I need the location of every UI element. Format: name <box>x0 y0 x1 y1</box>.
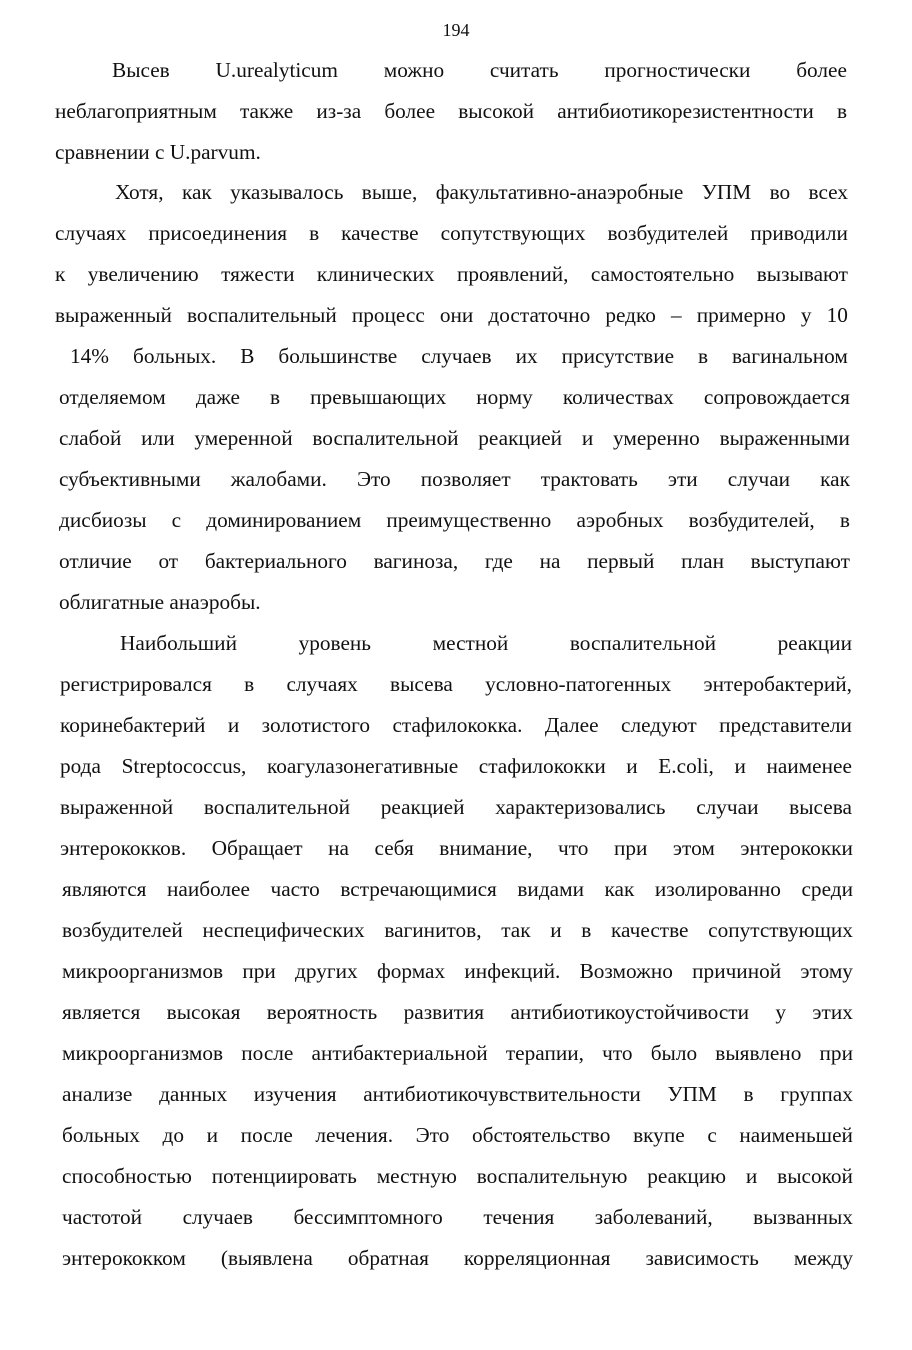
word: высева <box>390 672 453 696</box>
word: корреляционная <box>463 1246 611 1270</box>
word: данных <box>159 1082 228 1106</box>
word: указывалось <box>230 180 344 204</box>
word: вагинитов, <box>384 918 482 942</box>
word: реакции <box>777 631 852 655</box>
text-line <box>112 55 847 85</box>
word: приводили <box>750 221 848 245</box>
text-line <box>60 751 852 781</box>
word: присутствие <box>561 344 675 368</box>
word: в <box>698 344 709 368</box>
word: вероятность <box>266 1000 378 1024</box>
text-line <box>62 997 853 1027</box>
word: развития <box>403 1000 485 1024</box>
word: стафилококка. <box>392 713 523 737</box>
word: наименее <box>766 754 852 778</box>
word: (выявлена <box>220 1246 313 1270</box>
word: рода <box>60 754 101 778</box>
word: реакцию <box>647 1164 727 1188</box>
word: редко <box>605 303 656 327</box>
word: способностью <box>62 1164 192 1188</box>
word: коринебактерий <box>60 713 206 737</box>
word: встречающимися <box>340 877 497 901</box>
word: коагулазонегативные <box>266 754 459 778</box>
word: этих <box>812 1000 853 1024</box>
word: инфекций. <box>464 959 561 983</box>
word: и <box>581 426 594 450</box>
word: в <box>839 508 850 532</box>
word: от <box>158 549 179 573</box>
word: терапии, <box>505 1041 584 1065</box>
word: доминированием <box>206 508 362 532</box>
text-line <box>62 1243 853 1273</box>
word: что <box>602 1041 633 1065</box>
word: возбудителей <box>607 221 729 245</box>
word: течения <box>483 1205 555 1229</box>
word: антибактериальной <box>311 1041 488 1065</box>
word: вагинальном <box>732 344 848 368</box>
word: микроорганизмов <box>62 959 224 983</box>
word: сопутствующих <box>440 221 586 245</box>
word: среди <box>801 877 853 901</box>
word: микроорганизмов <box>62 1041 224 1065</box>
word: являются <box>62 877 147 901</box>
word: этом <box>672 836 715 860</box>
text-line <box>55 96 847 126</box>
text-line <box>55 218 848 248</box>
word: их <box>515 344 538 368</box>
word: высокая <box>166 1000 241 1024</box>
word: выше, <box>361 180 418 204</box>
word: E.coli, <box>658 754 714 778</box>
word: формах <box>376 959 446 983</box>
word: наиболее <box>166 877 250 901</box>
word: и <box>206 1123 219 1147</box>
word: можно <box>383 58 445 82</box>
word: примерно <box>696 303 786 327</box>
word: в <box>309 221 320 245</box>
word: во <box>769 180 791 204</box>
word: присоединения <box>148 221 288 245</box>
word: более <box>796 58 847 82</box>
word: процесс <box>351 303 425 327</box>
word: трактовать <box>540 467 638 491</box>
word: Наибольший <box>120 631 237 655</box>
text-line <box>59 464 850 494</box>
text-line: облигатные анаэробы. <box>59 590 261 614</box>
word: также <box>239 99 294 123</box>
word: группах <box>780 1082 853 1106</box>
word: воспалительной <box>569 631 717 655</box>
text-line <box>62 956 853 986</box>
word: при <box>819 1041 853 1065</box>
word: представители <box>719 713 852 737</box>
word: и <box>626 754 638 778</box>
word: В <box>240 344 255 368</box>
word: видами <box>517 877 584 901</box>
word: местную <box>376 1164 457 1188</box>
word: после <box>241 1041 294 1065</box>
word: дисбиозы <box>59 508 147 532</box>
word: где <box>484 549 513 573</box>
word: качестве <box>611 918 689 942</box>
word: как <box>820 467 850 491</box>
word: эти <box>667 467 698 491</box>
word: наименьшей <box>739 1123 853 1147</box>
word: 10 <box>826 303 848 327</box>
word: увеличению <box>87 262 199 286</box>
word: более <box>384 99 436 123</box>
text-line <box>59 505 850 535</box>
word: себя <box>374 836 414 860</box>
word: вагиноза, <box>373 549 459 573</box>
word: вызванных <box>753 1205 853 1229</box>
word: прогностически <box>604 58 751 82</box>
word: антибиотикоустойчивости <box>510 1000 749 1024</box>
word: отделяемом <box>59 385 166 409</box>
word: обратная <box>347 1246 429 1270</box>
word: большинстве <box>278 344 398 368</box>
word: сопровождается <box>703 385 850 409</box>
word: случаях <box>286 672 358 696</box>
word: бактериального <box>204 549 347 573</box>
text-line <box>115 177 848 207</box>
text-line <box>62 1079 853 1109</box>
word: и <box>745 1164 758 1188</box>
word: энтерококком <box>62 1246 186 1270</box>
word: из-за <box>316 99 362 123</box>
word: факультативно-анаэробные <box>435 180 684 204</box>
word: что <box>558 836 589 860</box>
page-number: 194 <box>442 20 470 40</box>
word: U.urealyticum <box>215 58 338 82</box>
word: даже <box>195 385 240 409</box>
word: следуют <box>621 713 697 737</box>
word: воспалительной <box>203 795 351 819</box>
word: в <box>270 385 281 409</box>
word: Высев <box>112 58 170 82</box>
text-line: сравнении с U.parvum. <box>55 140 261 164</box>
word: превышающих <box>310 385 447 409</box>
word: и <box>550 918 562 942</box>
word: условно-патогенных <box>485 672 672 696</box>
word: количествах <box>562 385 674 409</box>
word: энтерококки <box>740 836 853 860</box>
word: выступают <box>750 549 850 573</box>
word: на <box>328 836 349 860</box>
word: случаях <box>55 221 127 245</box>
text-line <box>59 382 850 412</box>
word: воспалительный <box>186 303 337 327</box>
word: бессимптомного <box>293 1205 443 1229</box>
word: они <box>439 303 474 327</box>
word: воспалительной <box>312 426 459 450</box>
word: умеренной <box>194 426 293 450</box>
word: план <box>681 549 724 573</box>
text-line <box>62 1038 853 1068</box>
word: реакцией <box>478 426 563 450</box>
word: УПМ <box>667 1082 717 1106</box>
text-line <box>59 546 850 576</box>
word: к <box>55 262 66 286</box>
word: самостоятельно <box>590 262 735 286</box>
word: часто <box>270 877 320 901</box>
text-line <box>59 423 850 453</box>
word: в <box>836 99 847 123</box>
word: выраженной <box>60 795 174 819</box>
word: и <box>734 754 746 778</box>
word: причиной <box>692 959 782 983</box>
word: регистрировался <box>60 672 212 696</box>
word: энтеробактерий, <box>703 672 852 696</box>
word: вызывают <box>756 262 848 286</box>
word: слабой <box>59 426 122 450</box>
word: лечения. <box>315 1123 394 1147</box>
text-line <box>60 792 852 822</box>
word: выраженный <box>55 303 172 327</box>
word: после <box>240 1123 293 1147</box>
word: аэробных <box>576 508 664 532</box>
word: выраженными <box>719 426 850 450</box>
word: до <box>162 1123 185 1147</box>
word: антибиотикорезистентности <box>557 99 814 123</box>
word: первый <box>587 549 655 573</box>
word: клинических <box>316 262 435 286</box>
word: при <box>242 959 276 983</box>
word: вкупе <box>633 1123 685 1147</box>
word: реакцией <box>380 795 465 819</box>
word: так <box>501 918 531 942</box>
word: Streptococcus, <box>121 754 247 778</box>
word: антибиотикочувствительности <box>363 1082 641 1106</box>
word: высокой <box>458 99 535 123</box>
text-line <box>62 915 853 945</box>
word: проявлений, <box>456 262 569 286</box>
word: субъективными <box>59 467 201 491</box>
word: Возможно <box>579 959 673 983</box>
word: в <box>244 672 255 696</box>
text-line <box>55 259 848 289</box>
word: золотистого <box>261 713 370 737</box>
word: на <box>539 549 561 573</box>
word: уровень <box>298 631 372 655</box>
word: Это <box>356 467 391 491</box>
word: тяжести <box>221 262 295 286</box>
word: и <box>227 713 240 737</box>
word: как <box>181 180 212 204</box>
text-line <box>60 833 853 863</box>
text-line <box>120 628 852 658</box>
word: местной <box>432 631 509 655</box>
word: или <box>141 426 175 450</box>
word: – <box>670 303 682 327</box>
word: 14% <box>70 344 110 368</box>
word: обстоятельство <box>472 1123 611 1147</box>
word: УПМ <box>701 180 752 204</box>
word: изолированно <box>654 877 781 901</box>
word: больных. <box>133 344 217 368</box>
word: воспалительную <box>476 1164 628 1188</box>
word: стафилококки <box>478 754 606 778</box>
word: энтерококков. <box>60 836 187 860</box>
word: у <box>775 1000 787 1024</box>
word: всех <box>808 180 848 204</box>
word: умеренно <box>612 426 700 450</box>
word: при <box>613 836 648 860</box>
word: с <box>707 1123 717 1147</box>
word: зависимость <box>645 1246 759 1270</box>
word: частотой <box>62 1205 143 1229</box>
word: сопутствующих <box>708 918 853 942</box>
text-line <box>62 874 853 904</box>
word: Далее <box>544 713 599 737</box>
word: с <box>171 508 182 532</box>
word: анализе <box>62 1082 133 1106</box>
word: является <box>62 1000 141 1024</box>
word: характеризовались <box>495 795 666 819</box>
word: внимание, <box>439 836 533 860</box>
word: случаи <box>696 795 759 819</box>
word: заболеваний, <box>594 1205 713 1229</box>
word: норму <box>476 385 533 409</box>
text-line <box>62 1202 853 1232</box>
word: неспецифических <box>202 918 365 942</box>
word: качестве <box>341 221 419 245</box>
word: Обращает <box>211 836 303 860</box>
text-line <box>62 1161 853 1191</box>
text-line <box>70 341 848 371</box>
word: выявлено <box>715 1041 802 1065</box>
word: изучения <box>253 1082 337 1106</box>
word: преимущественно <box>386 508 552 532</box>
word: других <box>295 959 358 983</box>
text-line <box>62 1120 853 1150</box>
word: между <box>793 1246 853 1270</box>
text-line <box>60 710 852 740</box>
word: высокой <box>777 1164 853 1188</box>
word: жалобами. <box>230 467 327 491</box>
word: случаев <box>421 344 492 368</box>
word: возбудителей, <box>688 508 815 532</box>
word: достаточно <box>488 303 591 327</box>
word: Хотя, <box>115 180 164 204</box>
word: было <box>650 1041 698 1065</box>
word: Это <box>415 1123 450 1147</box>
word: как <box>604 877 635 901</box>
word: считать <box>489 58 559 82</box>
word: возбудителей <box>62 918 183 942</box>
word: позволяет <box>420 467 511 491</box>
word: высева <box>789 795 852 819</box>
word: потенциировать <box>211 1164 357 1188</box>
word: отличие <box>59 549 132 573</box>
word: случаев <box>182 1205 253 1229</box>
word: в <box>581 918 592 942</box>
word: больных <box>62 1123 140 1147</box>
word: в <box>743 1082 754 1106</box>
word: этому <box>800 959 853 983</box>
text-line <box>55 300 848 330</box>
word: у <box>800 303 812 327</box>
word: неблагоприятным <box>55 99 217 123</box>
word: случаи <box>727 467 791 491</box>
text-line <box>60 669 852 699</box>
